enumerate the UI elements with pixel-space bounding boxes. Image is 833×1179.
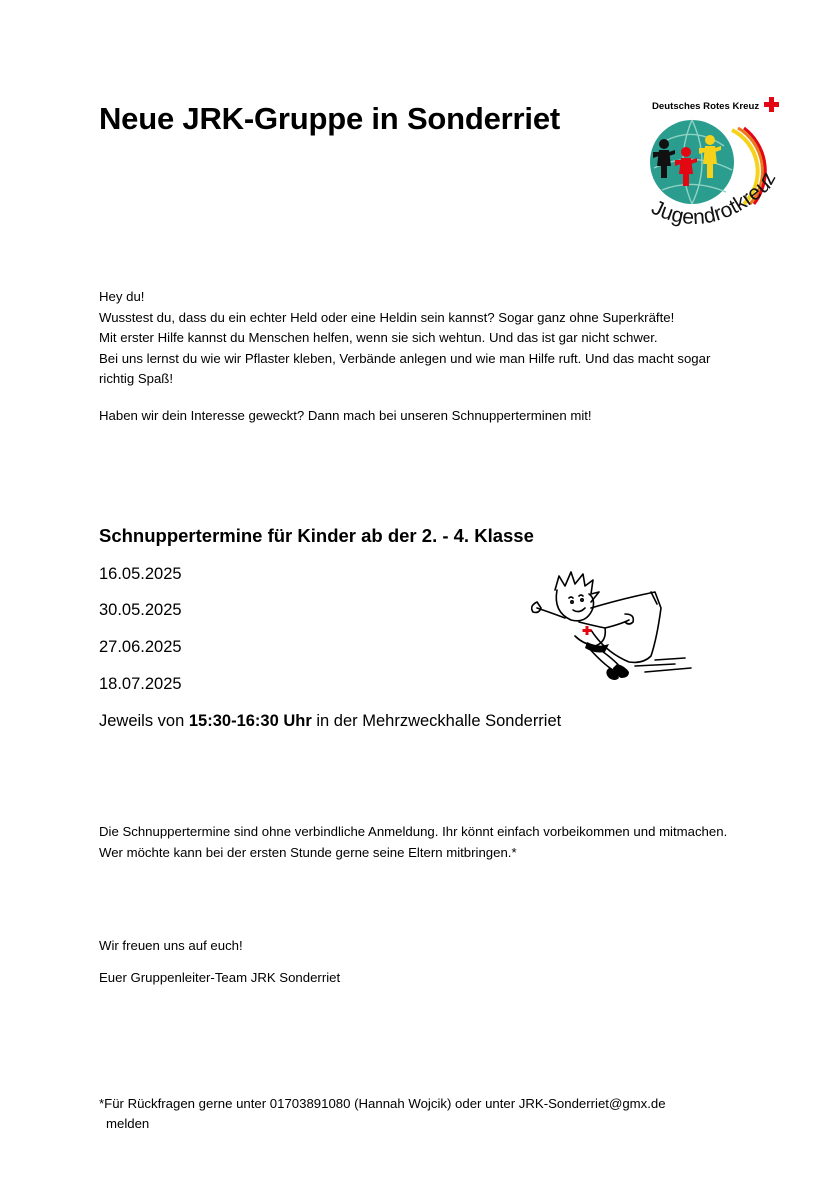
closing-signature: Euer Gruppenleiter-Team JRK Sonderriet [99,970,341,985]
interest-question: Haben wir dein Interesse geweckt? Dann mach bei unseren Schnupperterminen mit! [99,408,592,423]
intro-line: Mit erster Hilfe kannst du Menschen helfen, wenn sie sich wehtun. Und das ist gar nicht schwer. [99,330,658,345]
date-item: 27.06.2025 [99,638,182,656]
closing-greeting: Wir freuen uns auf euch! [99,938,243,953]
date-item: 30.05.2025 [99,601,182,619]
intro-line: Hey du! [99,289,145,304]
intro-paragraph [99,287,739,390]
intro-line: Wusstest du, dass du ein echter Held oder eine Heldin sein kannst? Sogar ganz ohne Superkräfte! [99,309,675,325]
flying-superhero-kid-icon [525,568,695,684]
page-title: Neue JRK-Gruppe in Sonderriet [99,101,560,136]
drk-red-cross-icon [764,97,779,112]
hero-red-cross [583,626,592,635]
jugendrotkreuz-logo [640,94,790,246]
info-paragraph: Die Schnuppertermine sind ohne verbindliche Anmeldung. Ihr könnt einfach vorbeikommen und mitmachen. Wer möchte kann bei der ersten Stunde gerne seine Eltern mitbringen.* [99,824,728,860]
time-value: 15:30-16:30 Uhr [188,712,312,730]
time-location-line [99,712,561,731]
logo-wordmark: Jugendrotkreuz [647,168,781,230]
logo-org-name: Deutsches Rotes Kreuz [652,101,760,112]
location-text: in der Mehrzweckhalle Sonderriet [311,712,562,730]
time-prefix: Jeweils von [99,712,189,730]
footnote-line: *Für Rückfragen gerne unter 01703891080 (Hannah Wojcik) oder unter JRK-Sonderriet@gmx.de [99,1096,666,1111]
intro-line: Bei uns lernst du wie wir Pflaster kleben, Verbände anlegen und wie man Hilfe ruft. Und das macht sogar richtig Spaß! [99,350,711,386]
date-item: 16.05.2025 [99,565,182,583]
footnote-line: melden [106,1116,150,1131]
date-item: 18.07.2025 [99,675,182,693]
schedule-heading: Schnuppertermine für Kinder ab der 2. - 4. Klasse [99,525,534,546]
footnote [99,1094,739,1134]
